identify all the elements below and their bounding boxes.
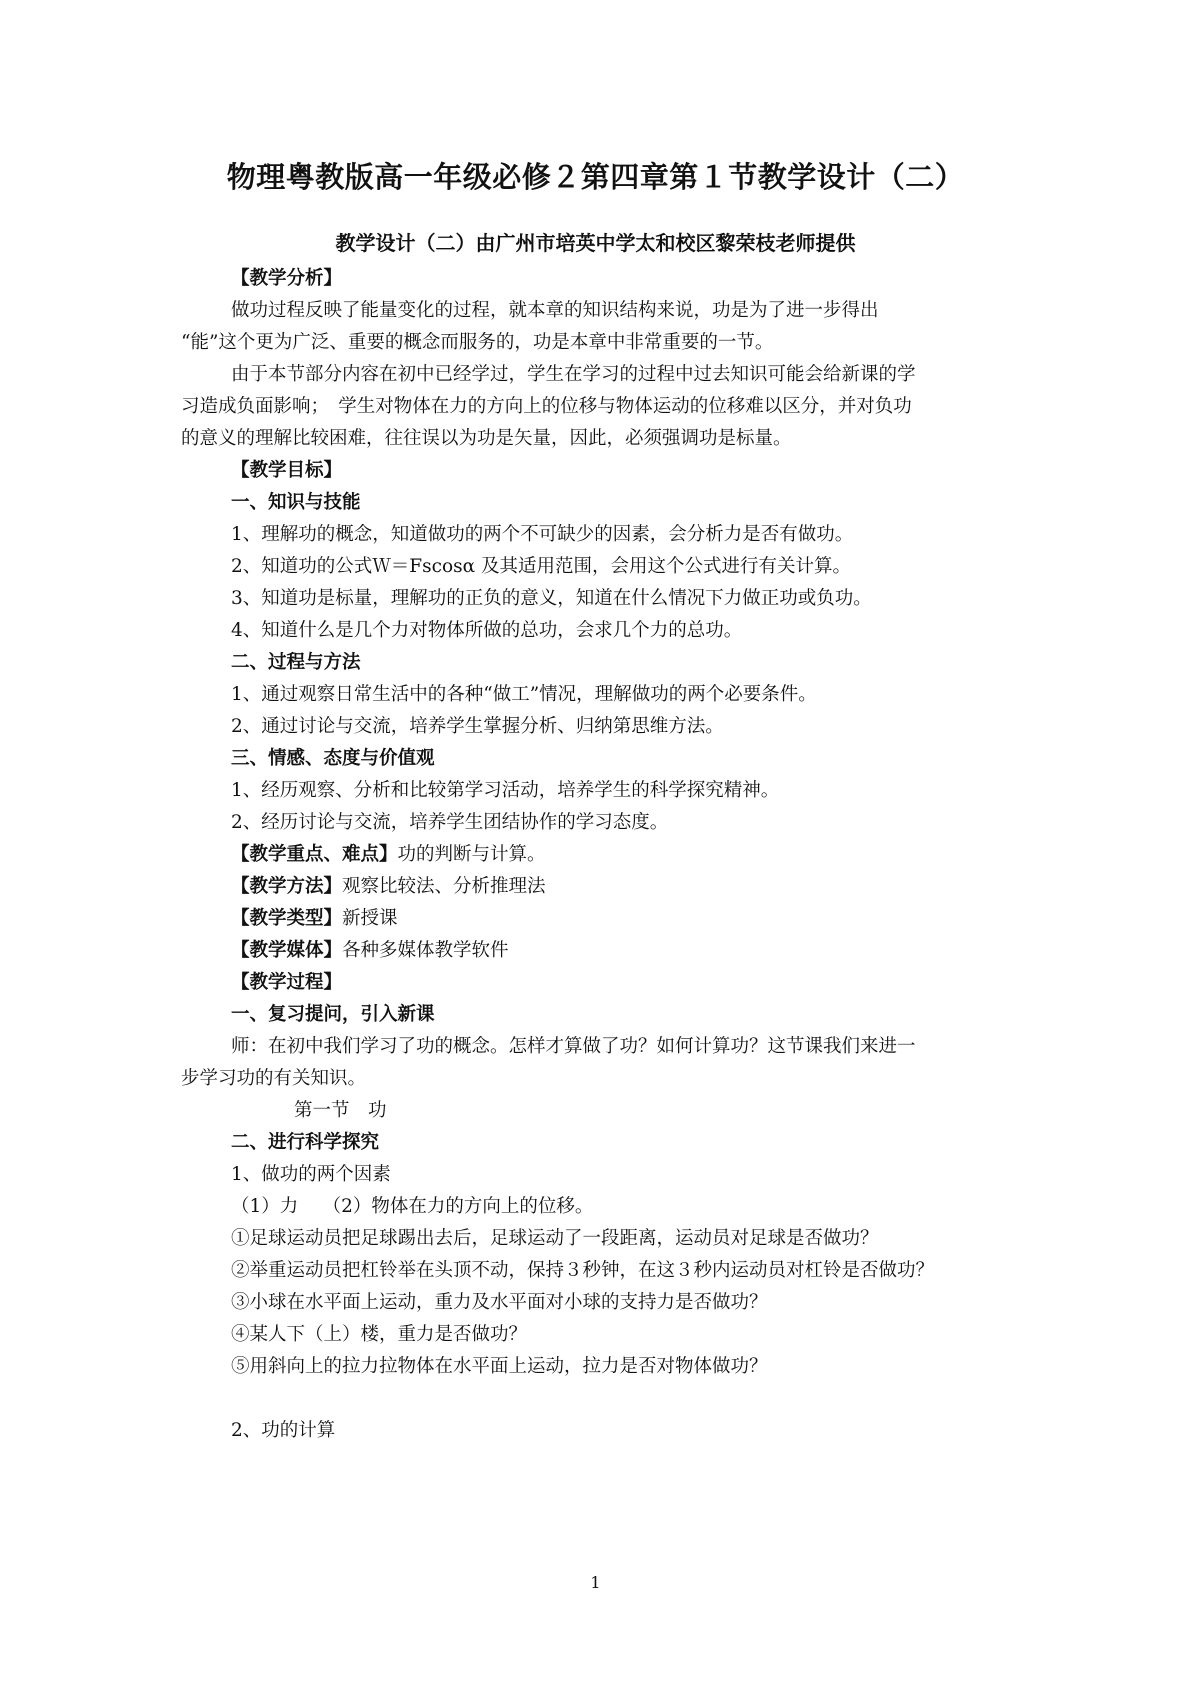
process-method-heading: 二、过程与方法 <box>231 652 361 673</box>
media-value: 各种多媒体教学软件 <box>342 940 509 961</box>
media-label: 【教学媒体】 <box>231 940 343 961</box>
emotion-item-1: 1、经历观察、分析和比较第学习活动，培养学生的科学探究精神。 <box>231 780 780 801</box>
analysis-paragraph-1-line-2: “能”这个更为广泛、重要的概念而服务的，功是本章中非常重要的一节。 <box>181 332 774 353</box>
objectives-heading: 【教学目标】 <box>231 460 343 481</box>
section-title: 第一节 功 <box>294 1100 387 1121</box>
knowledge-item-1: 1、理解功的概念，知道做功的两个不可缺少的因素，会分析力是否有做功。 <box>231 524 854 545</box>
knowledge-heading: 一、知识与技能 <box>231 492 361 513</box>
analysis-paragraph-2-line-2: 习造成负面影响； 学生对物体在力的方向上的位移与物体运动的位移难以区分，并对负功 <box>181 396 912 417</box>
method-label: 【教学方法】 <box>231 876 343 897</box>
type-line <box>181 903 1021 935</box>
document-subtitle: 教学设计（二）由广州市培英中学太和校区黎荣枝老师提供 <box>335 231 856 255</box>
analysis-paragraph-2-line-3: 的意义的理解比较困难，往往误以为功是矢量，因此，必须强调功是标量。 <box>181 428 792 449</box>
process-method-item-2: 2、通过讨论与交流，培养学生掌握分析、归纳第思维方法。 <box>231 716 724 737</box>
work-calculation-heading: 2、功的计算 <box>231 1420 336 1441</box>
method-value: 观察比较法、分析推理法 <box>342 876 546 897</box>
question-4: ④某人下（上）楼，重力是否做功？ <box>231 1324 528 1345</box>
key-points-label: 【教学重点、难点】 <box>231 844 398 865</box>
knowledge-item-2: 2、知道功的公式Ｗ＝Fscosα 及其适用范围，会用这个公式进行有关计算。 <box>231 556 851 577</box>
question-2: ②举重运动员把杠铃举在头顶不动，保持３秒钟，在这３秒内运动员对杠铃是否做功？ <box>231 1260 935 1281</box>
media-line <box>181 935 1021 967</box>
document-title: 物理粤教版高一年级必修２第四章第１节教学设计（二） <box>226 160 965 194</box>
method-line <box>181 871 1021 903</box>
process-method-item-1: 1、通过观察日常生活中的各种“做工”情况，理解做功的两个必要条件。 <box>231 684 817 705</box>
emotion-heading: 三、情感、态度与价值观 <box>231 748 435 769</box>
page-number: 1 <box>590 1573 601 1592</box>
type-label: 【教学类型】 <box>231 908 343 929</box>
analysis-paragraph-1-line-1: 做功过程反映了能量变化的过程，就本章的知识结构来说，功是为了进一步得出 <box>231 300 879 321</box>
key-points-line <box>181 839 1021 871</box>
review-line-1: 师：在初中我们学习了功的概念。怎样才算做了功？如何计算功？这节课我们来进一 <box>231 1036 916 1057</box>
document-body <box>181 263 1021 1447</box>
teaching-process-heading: 【教学过程】 <box>231 972 343 993</box>
review-heading: 一、复习提问，引入新课 <box>231 1004 435 1025</box>
knowledge-item-4: 4、知道什么是几个力对物体所做的总功，会求几个力的总功。 <box>231 620 743 641</box>
review-line-2: 步学习功的有关知识。 <box>181 1068 367 1089</box>
work-factors-heading: 1、做功的两个因素 <box>231 1164 391 1185</box>
question-5: ⑤用斜向上的拉力拉物体在水平面上运动，拉力是否对物体做功？ <box>231 1356 768 1377</box>
analysis-heading: 【教学分析】 <box>231 268 343 289</box>
type-value: 新授课 <box>342 908 398 929</box>
key-points-value: 功的判断与计算。 <box>397 844 546 865</box>
analysis-paragraph-2-line-1: 由于本节部分内容在初中已经学过，学生在学习的过程中过去知识可能会给新课的学 <box>231 364 916 385</box>
knowledge-item-3: 3、知道功是标量，理解功的正负的意义，知道在什么情况下力做正功或负功。 <box>231 588 872 609</box>
question-3: ③小球在水平面上运动，重力及水平面对小球的支持力是否做功？ <box>231 1292 768 1313</box>
inquiry-heading: 二、进行科学探究 <box>231 1132 380 1153</box>
question-1: ①足球运动员把足球踢出去后，足球运动了一段距离，运动员对足球是否做功？ <box>231 1228 879 1249</box>
emotion-item-2: 2、经历讨论与交流，培养学生团结协作的学习态度。 <box>231 812 669 833</box>
work-factors: （1）力 （2）物体在力的方向上的位移。 <box>231 1196 594 1217</box>
blank-line <box>181 1383 1021 1415</box>
